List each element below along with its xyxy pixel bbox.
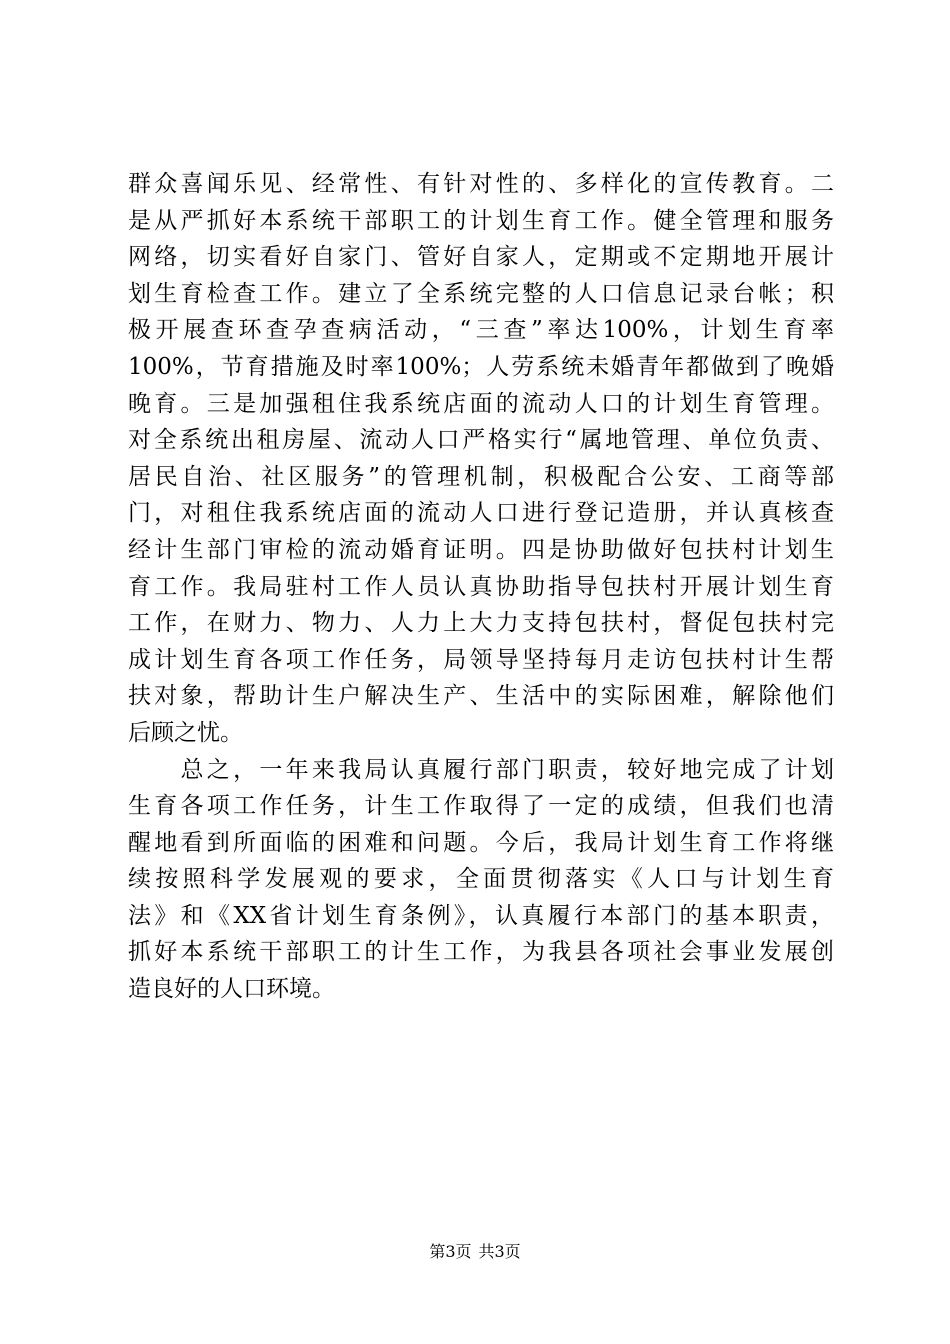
text-line: 门，对租住我系统店面的流动人口进行登记造册，并认真核查 <box>128 500 834 527</box>
text-line: 工作，在财力、物力、人力上大力支持包扶村，督促包扶村完 <box>128 610 834 637</box>
text-line: 扶对象，帮助计生户解决生产、生活中的实际困难，解除他们 <box>128 683 834 710</box>
text-line: 网络，切实看好自家门、管好自家人，定期或不定期地开展计 <box>128 244 834 271</box>
text-line: 造良好的人口环境。 <box>128 976 335 1003</box>
text-line: 是从严抓好本系统干部职工的计划生育工作。健全管理和服务 <box>128 207 834 234</box>
text-line: 后顾之忧。 <box>128 719 243 746</box>
text-line: 总之，一年来我局认真履行部门职责，较好地完成了计划 <box>128 756 834 783</box>
text-line: 生育各项工作任务，计生工作取得了一定的成绩，但我们也清 <box>128 793 834 820</box>
text-line: 100%，节育措施及时率100%；人劳系统未婚青年都做到了晚婚 <box>128 353 834 380</box>
body-text <box>128 166 834 1008</box>
text-line: 成计划生育各项工作任务，局领导坚持每月走访包扶村计生帮 <box>128 646 834 673</box>
text-line: 抓好本系统干部职工的计生工作，为我县各项社会事业发展创 <box>128 939 834 966</box>
text-line: 群众喜闻乐见、经常性、有针对性的、多样化的宣传教育。二 <box>128 171 834 197</box>
text-line: 育工作。我局驻村工作人员认真协助指导包扶村开展计划生育 <box>128 573 834 600</box>
text-line: 晚育。三是加强租住我系统店面的流动人口的计划生育管理。 <box>128 390 834 417</box>
text-line: 对全系统出租房屋、流动人口严格实行“属地管理、单位负责、 <box>128 427 834 454</box>
page-footer <box>0 1242 950 1262</box>
page-number: 第3页 <box>429 1242 472 1261</box>
text-line: 法》和《XX省计划生育条例》，认真履行本部门的基本职责， <box>128 902 834 929</box>
text-line: 经计生部门审检的流动婚育证明。四是协助做好包扶村计划生 <box>128 536 834 563</box>
page-total: 共3页 <box>478 1242 521 1261</box>
text-line: 续按照科学发展观的要求，全面贯彻落实《人口与计划生育 <box>128 866 834 893</box>
text-line: 极开展查环查孕查病活动，“三查”率达100%，计划生育率 <box>128 317 834 344</box>
text-line: 居民自治、社区服务”的管理机制，积极配合公安、工商等部 <box>128 463 834 490</box>
text-line: 划生育检查工作。建立了全系统完整的人口信息记录台帐；积 <box>128 280 834 307</box>
text-line: 醒地看到所面临的困难和问题。今后，我局计划生育工作将继 <box>128 829 834 856</box>
